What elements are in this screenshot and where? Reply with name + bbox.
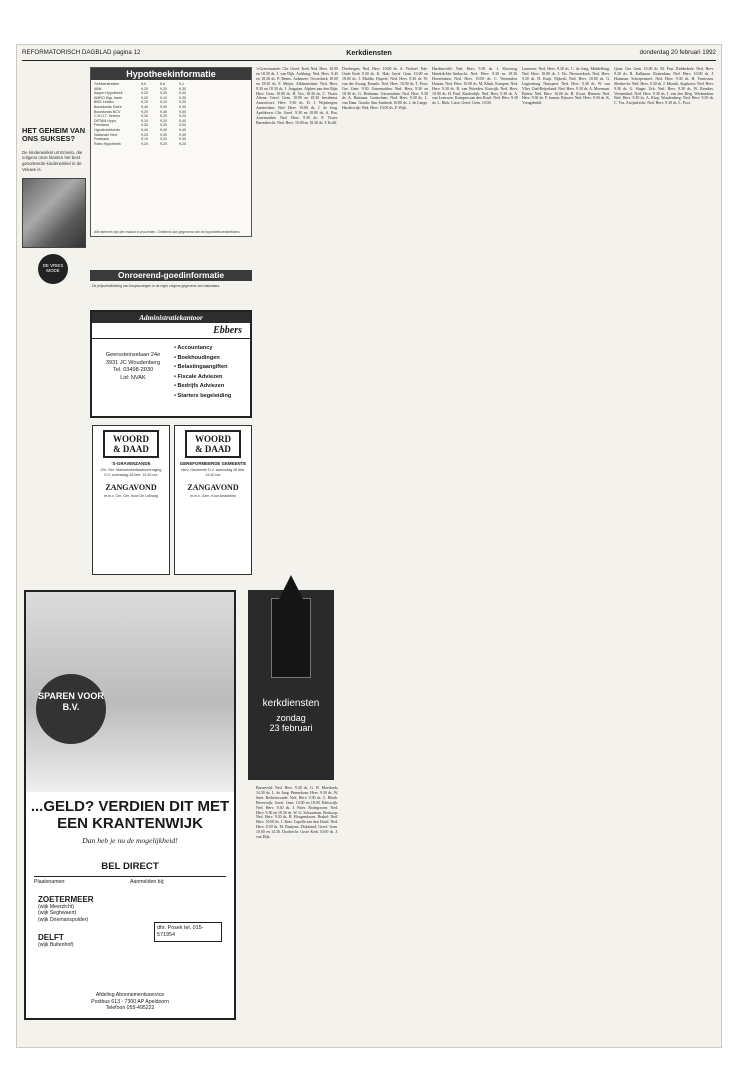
sparen-city-detail: (wijk Driemanspolder)	[38, 916, 89, 923]
hypotheek-cell: 9,20	[141, 132, 148, 137]
hypotheek-row	[94, 142, 248, 147]
left-promo-column	[22, 65, 86, 565]
header-rule	[22, 60, 716, 61]
column-text: 's-Gravenzande: Chr. Geref. Kerk Ned. Herv. 10.00 en 18.30 ds. J. van Dijk. Aalsburg: Ned. Herv. 9.45 en 18.30 ds. P. Beens. Aalsmeer: Oosterkerk 10.00 en 18.30 ds. F. Meijer. Alblasserdam: Ned. Herv. 9.30 en 18.30 ds. J. Jongejan. Alphen aan den Rijn: Herv. Gem. 10.00 ds. H. Vos; 18.30 ds. C. Visser. Altena: Geref. Gem. 10.00 en 18.30 leesdienst. Amersfoort: Herv. 9.30 ds. D. J. Wijnbergen. Amsterdam: Ned. Herv. 10.00 ds. J. de Jong. Apeldoorn: Chr. Geref. 9.30 en 18.00 ds. A. Bos. Arnemuiden: Ned. Herv. 9.30 ds. P. Visser. Barendrecht: Ned. Herv. 10.00 en 18.30 ds. J. Kolff.	[256, 67, 338, 125]
woord-daad-logo	[185, 430, 241, 458]
text-column-3	[432, 67, 518, 1022]
hypotheek-title: Hypotheekinformatie	[91, 68, 251, 80]
hypotheek-cell: Bouwfonds NCV	[94, 109, 121, 114]
text-column-5	[614, 67, 714, 1022]
woord-daad-tail: m.m.v. Chr. Ger. Koor De Lofzang	[104, 494, 158, 499]
sparen-city-detail: (wijk Seghwaert)	[38, 910, 77, 917]
woord-daad-location: GEREFORMEERDE GEMEENTE	[179, 461, 247, 466]
sparen-city-detail: (wijk Meerzicht)	[38, 904, 75, 910]
woord-daad-event: ZANGAVOND	[105, 483, 157, 493]
hypotheek-cell: 9,30	[141, 123, 148, 128]
column-text: Hardinxveld: Ned. Herv. 9.30 ds. J. Slootweg. Hendrik-Ido-Ambacht: Ned. Herv. 9.30 en 18.30. Hoevelaken: Ned. Herv. 10.00 ds. C. Vermeulen. Huizen: Ned. Herv. 10.00 ds. M. Klink. Kampen: Ned. Herv. 9.30 ds. R. van Woerden. Katwijk: Ned. Herv. 10.00 ds. H. Paul. Kinderdijk: Ned. Herv. 9.30 ds. A. van Leeuwen. Krimpen aan den IJssel: Ned. Herv. 9.30 ds. L. Blok. Lisse: Geref. Gem. 10.00.	[432, 67, 518, 106]
logo-line: & DAAD	[113, 444, 149, 454]
hypotheek-cell: 9,40	[141, 104, 148, 109]
hypotheek-cell: 9,20	[141, 86, 148, 91]
church-icon	[271, 598, 311, 678]
hypotheek-cell: 9,20	[160, 141, 167, 146]
column-text: Barneveld: Ned. Herv. 9.30 ds. G. H. Moerkerk; 14.30 ds. L. de Jong. Bennekom: Herv. 9.30 ds. W. Smit. Berkenwoude: Ned. Herv. 9.30 ds. C. Blenk. Beverwijk: Geref. Gem. 10.00 en 18.00. Bleiswijk: Ned. Herv. 9.30 ds. J. Pater. Bodegraven: Ned. Herv. 9.30 en 18.30 ds. W. G. Schuurman. Boskoop: Ned. Herv. 9.30 ds. H. Hoogendoorn. Brakel: Ned. Herv. 10.00 ds. J. Boer. Capelle aan den IJssel: Ned. Herv. 9.30 ds. M. Baaijens. Dirksland: Geref. Gem. 10.00 en 14.30. Dordrecht: Grote Kerk 10.00 ds. J. van Dijk.	[256, 786, 338, 840]
column-text: Lunteren: Ned. Herv. 9.30 ds. C. de Jong. Middelburg: Ned. Herv. 10.00 ds. J. Vis. Nieuwerkerk: Ned. Herv. 9.30 ds. H. Kuijt. Nijkerk: Ned. Herv. 10.00 ds. G. Lugtenburg. Nunspeet: Ned. Herv. 9.30 ds. W. van Vliet. Oud-Beijerland: Ned. Herv. 9.30 ds. A. Moerman. Putten: Ned. Herv. 10.00 ds. B. Zwart. Rhenen: Ned. Herv. 9.30 ds. P. Jansen. Rijssen: Ned. Herv. 9.30 ds. K. Vreugdenhil.	[522, 67, 610, 106]
ebbers-address	[98, 352, 168, 382]
footer-line: Afdeling Abonnementsservice	[95, 992, 165, 999]
hypotheek-cell: DETAM Hypo.	[94, 118, 117, 123]
text-column-1	[256, 67, 338, 585]
hypotheek-cell: 9,20	[141, 91, 148, 96]
hypotheek-cell: 9,20	[160, 118, 167, 123]
woord-daad-advert-right	[174, 425, 252, 575]
ebbers-service: • Belastingaangiften	[174, 363, 231, 373]
hypotheek-cell: 9,40	[160, 109, 167, 114]
sparen-footer	[26, 992, 234, 1012]
hypotheek-cell: 9,20	[160, 114, 167, 119]
kerkdiensten-title: kerkdiensten	[262, 698, 320, 709]
hypotheek-cell: Hypotheekfonds	[94, 127, 120, 132]
column-text: Driebergen: Ned. Herv. 10.00 ds. A. Verhoef. Ede: Oude Kerk 9.30 ds. K. Hak; Geref. Gem. 10.00 en 18.00 ds. J. Mulder. Elspeet: Ned. Herv. 9.30 ds. W. van der Zwaag. Ermelo: Ned. Herv. 10.00 ds. T. Poot; Ger. Gem. 9.30. Genemuiden: Ned. Herv. 9.30 en 18.30 ds. G. Beekman. Giessendam: Ned. Herv. 9.30 ds. A. Hartman. Gorinchem: Ned. Herv. 9.30 ds. L. van Dam. Gouda: Sint-Janskerk 10.00 ds. J. de Lange. Harderwijk: Ned. Herv. 10.00 ds. P. Wijk.	[342, 67, 428, 111]
sparen-brand: BEL DIRECT	[101, 861, 159, 872]
text-column-2	[342, 67, 428, 1022]
ebbers-advert	[90, 310, 252, 418]
hypotheek-cell: 9,40	[179, 118, 186, 123]
hypotheek-cell: 9,30	[179, 104, 186, 109]
woord-daad-event: ZANGAVOND	[187, 483, 239, 493]
hypotheek-cell: Bouwfonds Gelre	[94, 104, 122, 109]
hypotheek-cell: 9,20	[141, 95, 148, 100]
hypotheek-cell: 9,40	[141, 127, 148, 132]
ebbers-band: Administratiekantoor	[92, 312, 250, 323]
text-column-4	[522, 67, 610, 1022]
hypotheek-cell: 9,30	[160, 91, 167, 96]
hypotheek-cell: 8,8	[160, 82, 165, 86]
hypotheek-cell: Postbank	[94, 137, 109, 142]
woord-daad-body: Chr. Ger. Manneenbedlaarsvereniging D.V. woensdag 26 febr. 19.30 uur	[100, 468, 162, 477]
hypotheek-cell: 9,40	[179, 127, 186, 132]
sparen-advert	[24, 590, 236, 1020]
sparen-subline: Dan heb je nu de mogelijkheid!	[82, 836, 178, 845]
piggy-bank-icon: SPAREN VOOR B.V.	[36, 674, 106, 744]
column-text: Quist. Ger. Gem. 10.00 ds. M. Post. Ridderkerk: Ned. Herv. 9.30 ds. R. Kalkman. Rotterdam: Ned. Herv. 10.00 ds. J. Huisman. Scherpenzeel: Ned. Herv. 9.30 ds. H. Teunissen. Sliedrecht: Ned. Herv. 9.30 ds. J. Mourik. Staphorst: Ned. Herv. 9.30 ds. G. Slager. Urk: Ned. Herv. 9.30 ds. W. Romkes. Veenendaal: Ned. Herv. 9.30 ds. J. van den Berg. Werkendam: Ned. Herv. 9.30 ds. A. Klop. Woudenberg: Ned. Herv. 9.30 ds. C. Vos. Zwijndrecht: Ned. Herv. 9.30 ds. L. Poot.	[614, 67, 714, 106]
hypotheek-cell: C.H.U.T. Vereno	[94, 114, 120, 119]
hypotheek-cell: 9,30	[179, 86, 186, 91]
hypotheek-cell: 9,20	[179, 114, 186, 119]
sparen-row-left: Plaatsnamen:	[34, 879, 66, 885]
promo-title: HET GEHEIM VAN ONS SUKSES?	[22, 126, 86, 144]
sparen-row	[34, 876, 226, 885]
woord-daad-body: Herv. Gemeente D.V. woensdag 26 febr. 19.30 uur	[180, 468, 246, 477]
hypotheek-cell: 9,1	[179, 82, 184, 86]
hypotheek-cell: AMRO Hyp. bank	[94, 95, 122, 100]
woord-daad-location: 'S-GRAVENZANDE	[111, 461, 151, 466]
hypotheek-cell: Aegon Hypotheek	[94, 91, 123, 96]
hypotheek-cell: 9,30	[179, 95, 186, 100]
hypotheek-cell: 9,10	[160, 95, 167, 100]
hypotheek-cell: 9,20	[141, 109, 148, 114]
ebbers-service: • Starters begeleiding	[174, 392, 231, 402]
hypotheek-cell: 9,20	[160, 137, 167, 142]
ebbers-phone: Tel. 03498-2030	[112, 367, 154, 374]
ebbers-services	[174, 344, 231, 402]
logo-line: WOORD	[195, 434, 231, 444]
woord-daad-logo	[103, 430, 159, 458]
hypotheek-footnote: Alle tarieven zijn per maand in procenten. Ontleend aan gegevens van de hypotheekverstrekkers.	[94, 230, 241, 234]
hypotheek-box	[90, 67, 252, 237]
mode-badge: DE VRIES MODE	[38, 254, 68, 284]
ebbers-member: Lid: NVAK	[120, 374, 146, 381]
sparen-row-right: Aanmelden bij:	[130, 879, 165, 885]
sparen-city-detail: (wijk Buitenhof)	[38, 942, 74, 949]
sparen-contact: dhr. Posek tel. 015-571954	[154, 922, 222, 942]
header-date: donderdag 20 februari 1992	[639, 49, 716, 56]
hypotheek-cell: 9,30	[160, 104, 167, 109]
kerkdiensten-day: zondag	[276, 713, 306, 723]
ebbers-service: • Fiscale Adviezen	[174, 373, 231, 383]
hypotheek-cell: 9,30	[160, 123, 167, 128]
footer-line: Telefoon 055-495222	[105, 1005, 155, 1012]
hypotheek-cell: Nationale Ned.	[94, 132, 118, 137]
ebbers-service: • Boekhoudingen	[174, 354, 231, 364]
hypotheek-cell: 9,30	[179, 123, 186, 128]
ebbers-service: • Accountancy	[174, 344, 231, 354]
woord-daad-advert-left	[92, 425, 170, 575]
onroerend-text: De prijsontwikkeling van koopwoningen in de regio volgens gegevens van makelaars.	[92, 284, 221, 288]
hypotheek-cell: 9,40	[179, 91, 186, 96]
hypotheek-cell: 9,20	[160, 100, 167, 105]
footer-line: Postbus 613 - 7300 AP Apeldoorn	[91, 998, 169, 1005]
ebbers-address-line2: 3931 JC Woudenberg	[105, 359, 161, 366]
header-section-title: Kerkdiensten	[346, 48, 392, 57]
text-column-1b	[256, 786, 338, 1026]
hypotheek-table	[91, 80, 251, 148]
hypotheek-cell: 9,20	[141, 141, 148, 146]
hypotheek-cell: Geldverstrekker	[94, 82, 120, 86]
hypotheek-cell: 9,20	[179, 141, 186, 146]
ebbers-name: Ebbers	[92, 323, 250, 339]
logo-line: WOORD	[113, 434, 149, 444]
kerkdiensten-date: 23 februari	[269, 723, 313, 733]
logo-line: & DAAD	[195, 444, 231, 454]
hypotheek-cell: 9,30	[179, 100, 186, 105]
header-left: REFORMATORISCH DAGBLAD pagina 12	[22, 49, 141, 56]
sparen-city: ZOETERMEER	[38, 895, 94, 904]
hypotheek-cell: 9,50	[179, 109, 186, 114]
sparen-illustration	[26, 592, 234, 792]
woord-daad-tail: m.m.v. Gem. Koor Andantino	[190, 494, 236, 499]
hypotheek-cell: 9,40	[160, 127, 167, 132]
hypotheek-cell: Rabo Hypotheek	[94, 141, 121, 146]
hypotheek-cell: 9,30	[141, 114, 148, 119]
hypotheek-cell: 9,10	[141, 137, 148, 142]
hypotheek-cell: 9,10	[141, 100, 148, 105]
hypotheek-cell: 9,20	[160, 86, 167, 91]
hypotheek-cell: 5,0	[141, 82, 146, 86]
hypotheek-cell: Friesland	[94, 123, 109, 128]
hypotheek-cell: ABN	[94, 86, 102, 91]
hypotheek-cell: BNG Leiden	[94, 100, 114, 105]
sparen-city: DELFT	[38, 933, 64, 943]
ebbers-service: • Bedrijfs Adviezen	[174, 382, 231, 392]
ebbers-address-line1: Geerssteinselaan 24e	[105, 352, 161, 358]
hypotheek-cell: 9,30	[179, 137, 186, 142]
page-header	[16, 49, 722, 59]
promo-photo	[22, 178, 86, 248]
onroerend-title: Onroerend-goedinformatie	[90, 270, 252, 281]
promo-text: De kinderwinkel uit Ermelo, die volgens onze klanten het best gesorteerde kinderwinkel in de Veluwe is.	[22, 149, 83, 172]
hypotheek-cell: 9,10	[141, 118, 148, 123]
sparen-headline: ...GELD? VERDIEN DIT MET EEN KRANTENWIJK	[30, 798, 230, 832]
hypotheek-cell: 9,30	[160, 132, 167, 137]
kerkdiensten-heading-block	[248, 590, 334, 780]
hypotheek-cell: 9,30	[179, 132, 186, 137]
